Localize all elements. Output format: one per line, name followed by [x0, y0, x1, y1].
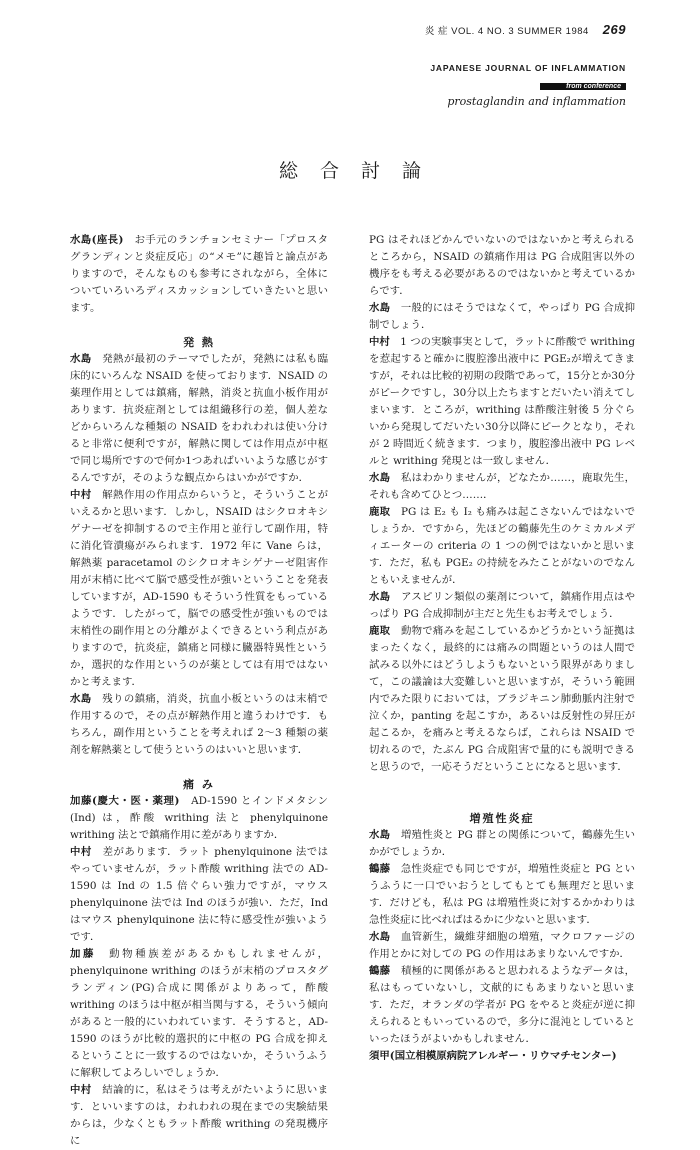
- speaker-name: 須甲(国立相模原病院アレルギー・リウマチセンター): [369, 1050, 617, 1062]
- speech-text: AD-1590 とインドメタシン (Ind) は，酢酸 writhing 法と phenylquinone writhing 法とで鎮痛作用に差がありますか．: [70, 795, 329, 841]
- speaker-name: 水島(座長): [70, 234, 124, 246]
- journal-meta: 炎 症 VOL. 4 NO. 3 SUMMER 1984: [424, 26, 589, 37]
- speaker-name: 水島: [369, 302, 391, 314]
- speaker-name: 中村: [70, 846, 92, 858]
- speaker-name: 中村: [70, 1084, 92, 1096]
- right-column: [369, 232, 635, 1065]
- left-column: [70, 232, 328, 1150]
- dialogue-paragraph: [369, 623, 635, 776]
- speaker-name: 鹿取: [369, 625, 391, 637]
- dialogue-paragraph: [70, 1082, 328, 1150]
- section-heading: 発 熱: [183, 336, 215, 349]
- speech-text: 解熱作用の作用点からいうと，そういうことがいえるかと思います．しかし，NSAID はシクロオキシゲナーゼを抑制するので主作用と並行して副作用，特に消化管潰瘍がみられます．1972 年に Vane らは，解熱薬 paracetamol のシクロオキシゲナーゼ阻害作用が末梢に比べて脳で感受性が強いということを発表していますが，AD-1590 もそういう性質をもっているようです．したがって，脳での感受性が強いものでは末梢性の副作用との分離がよくできるという利点がありますので，抗炎症，鎮痛と同様に臓器特異性というか，選択的な作用というのが薬としては有用ではないかと考えます．: [70, 489, 328, 688]
- speech-text: 1 つの実験事実として，ラットに酢酸で writhing を惹起すると確かに腹腔滲出液中に PGE₂が増えてきますが，それは比較的初期の段階であって，15分とか30分がピークですし，30分以上たちますとだいたい消えてしまいます．ところが，writhing は酢酸注射後 5 分ぐらいから発現してだいたい30分以降にピークとなり，それが 2 時間近く続きます．つまり，腹腔滲出液中 PG レベルと writhing 発現とは一致しません．: [369, 336, 635, 467]
- dialogue-paragraph: [70, 844, 328, 946]
- spacer: [70, 317, 328, 334]
- dialogue-paragraph: [70, 691, 328, 759]
- running-header: [300, 22, 626, 108]
- speech-text: 発熱が最初のテーマでしたが，発熱には私も臨床的にいろんな NSAID を使っております．NSAID の薬理作用としては鎮痛，解熱，消炎と抗血小板作用があります．抗炎症剤としては組織移行の差，個人差などからいろんな種類の NSAID をわれわれは使い分けると非常に便利ですが，解熱に関しては作用点が中枢で同じ場所ですので何か1つあればいいような感じがするんですが，そのような観点からはいかがですか．: [70, 353, 329, 484]
- speech-text: 結論的に，私はそうは考えがたいように思います．といいますのは，われわれの現在までの実験結果からは，少なくともラット酢酸 writhing の発現機序に: [70, 1084, 328, 1147]
- dialogue-paragraph: [70, 946, 328, 1082]
- dialogue-paragraph: [369, 470, 635, 504]
- dialogue-paragraph: [369, 504, 635, 589]
- speech-text: 血管新生，繊維芽細胞の増殖，マクロファージの作用とかに対しての PG の作用はあまりないんですか．: [369, 931, 636, 960]
- speech-text: 差があります．ラット phenylquinone 法ではやっていませんが，ラット酢酸 writhing 法での AD-1590 は Ind の 1.5 倍ぐらい強力ですが，マウス phenylquinone 法では Ind のほうが強い．ただ，Ind はマウス phenylquinone 法に特に感受性が強いようです．: [70, 846, 329, 943]
- speech-text: 私はわかりませんが，どなたか……，鹿取先生，それも含めてひとつ……．: [369, 472, 636, 501]
- dialogue-paragraph: [369, 589, 635, 623]
- spacer: [70, 759, 328, 776]
- dialogue-paragraph: [369, 334, 635, 470]
- speaker-name: 鶴藤: [369, 965, 391, 977]
- dialogue-paragraph: [369, 827, 635, 861]
- dialogue-paragraph: [369, 963, 635, 1048]
- dialogue-paragraph: [70, 232, 328, 317]
- speaker-name: 水島: [369, 829, 391, 841]
- speaker-name: 水島: [70, 353, 92, 365]
- spacer: [369, 776, 635, 810]
- speaker-name: 加藤(慶大・医・薬理): [70, 795, 180, 807]
- speech-text: お手元のランチョンセミナー「プロスタグランディンと炎症反応」の“メモ”に趣旨と論点がありますので，そんなものも参考にされながら，全体についていろいろディスカッションしていきたいと思います。: [70, 234, 328, 314]
- conference-badge: from conference: [540, 83, 626, 90]
- speaker-name: 水島: [70, 693, 92, 705]
- speaker-name: 鹿取: [369, 506, 391, 518]
- speaker-name: 加藤: [70, 948, 97, 960]
- speech-text: 一般的にはそうではなくて，やっぱり PG 合成抑制でしょう．: [369, 302, 636, 331]
- speaker-name: 水島: [369, 472, 391, 484]
- speech-text: PG は E₂ も I₂ も痛みは起こさないんではないでしょうか．ですから，先ほどの鶴藤先生のケミカルメディエーターの criteria の 1 つの例ではないかと思います．ただ，私も PGE₂ の持続をみたことがないのでなんともいえませんが．: [369, 506, 635, 586]
- speech-text: 増殖性炎と PG 群との関係について，鶴藤先生いかがでしょうか．: [369, 829, 636, 858]
- speaker-name: 水島: [369, 591, 391, 603]
- article-subject: prostaglandin and inflammation: [447, 95, 626, 108]
- journal-name: JAPANESE JOURNAL OF INFLAMMATION: [430, 63, 626, 73]
- dialogue-paragraph: [369, 300, 635, 334]
- dialogue-paragraph: [369, 232, 635, 300]
- section-heading: 痛 み: [183, 778, 215, 791]
- dialogue-paragraph: [70, 487, 328, 691]
- speaker-name: 中村: [70, 489, 92, 501]
- speaker-name: 水島: [369, 931, 391, 943]
- speaker-name: 鶴藤: [369, 863, 391, 875]
- dialogue-paragraph: [70, 793, 328, 844]
- speech-text: 動物種族差があるかもしれませんが，phenylquinone writhing のほうが末梢のプロスタグランディン(PG)合成に関係がよりあって，酢酸 writhing のほうは中枢が相当関与する，そういう傾向があると一般的にいわれています．そうすると，AD-1590 のほうが比較的選択的に中枢の PG 合成を抑えるということに一致するのではないか，そういうふうに解釈してよろしいでしょうか．: [70, 948, 329, 1079]
- dialogue-paragraph: [369, 929, 635, 963]
- speech-text: PG はそれほどかんでいないのではないかと考えられるところから，NSAID の鎮痛作用は PG 合成阻害以外の機序をも考える必要があるのではないかと考えているからです．: [369, 234, 635, 297]
- page-title: 総合討論: [278, 160, 443, 182]
- page-number: 269: [602, 22, 626, 37]
- speech-text: アスピリン類似の薬剤について，鎮痛作用点はやっぱり PG 合成抑制が主だと先生もお考えでしょう．: [369, 591, 636, 620]
- speech-text: 積極的に関係があると思われるようなデータは，私はもっていないし，文献的にもあまりないと思います．ただ，オランダの学者が PG をやると炎症が逆に抑えられるともいっているので，多分に混沌としているといったほうがよいかもしれません．: [369, 965, 636, 1045]
- speaker-name: 中村: [369, 336, 390, 348]
- journal-meta-line: [300, 22, 626, 37]
- speech-text: 動物で痛みを起こしているかどうかという証拠はまったくなく，最終的には痛みの問題というのは人間で試みる以外にはどうしようもないという限界がありまして，この議論は大変難しいと思いますが，そういう範囲内でみた限りにおいては，ブラジキニン肺動脈内注射で泣くか，panting を起こすか，あるいは反射性の昇圧が起こるか，を痛みと考えるならば，これらは NSAID で切れるので，たぶん PG 合成阻害で量的にも説明できると思うので，一応そうだということになると思います．: [369, 625, 636, 773]
- speech-text: 残りの鎮痛，消炎，抗血小板というのは末梢で作用するので，その点が解熱作用と違うわけです．もちろん，副作用ということを考えれば 2～3 種類の薬剤を解熱薬として使うというのはいいと思います．: [70, 693, 328, 756]
- dialogue-paragraph: [70, 351, 328, 487]
- dialogue-paragraph: [369, 861, 635, 929]
- dialogue-paragraph: [369, 1048, 635, 1065]
- speech-text: 急性炎症でも同じですが，増殖性炎症と PG というふうに一口でいおうとしてもとても無理だと思います．だけども，私は PG は増殖性炎に対するかかわりは急性炎症に比べればはるかに少ないと思います．: [369, 863, 636, 926]
- section-heading: 増殖性炎症: [469, 812, 535, 825]
